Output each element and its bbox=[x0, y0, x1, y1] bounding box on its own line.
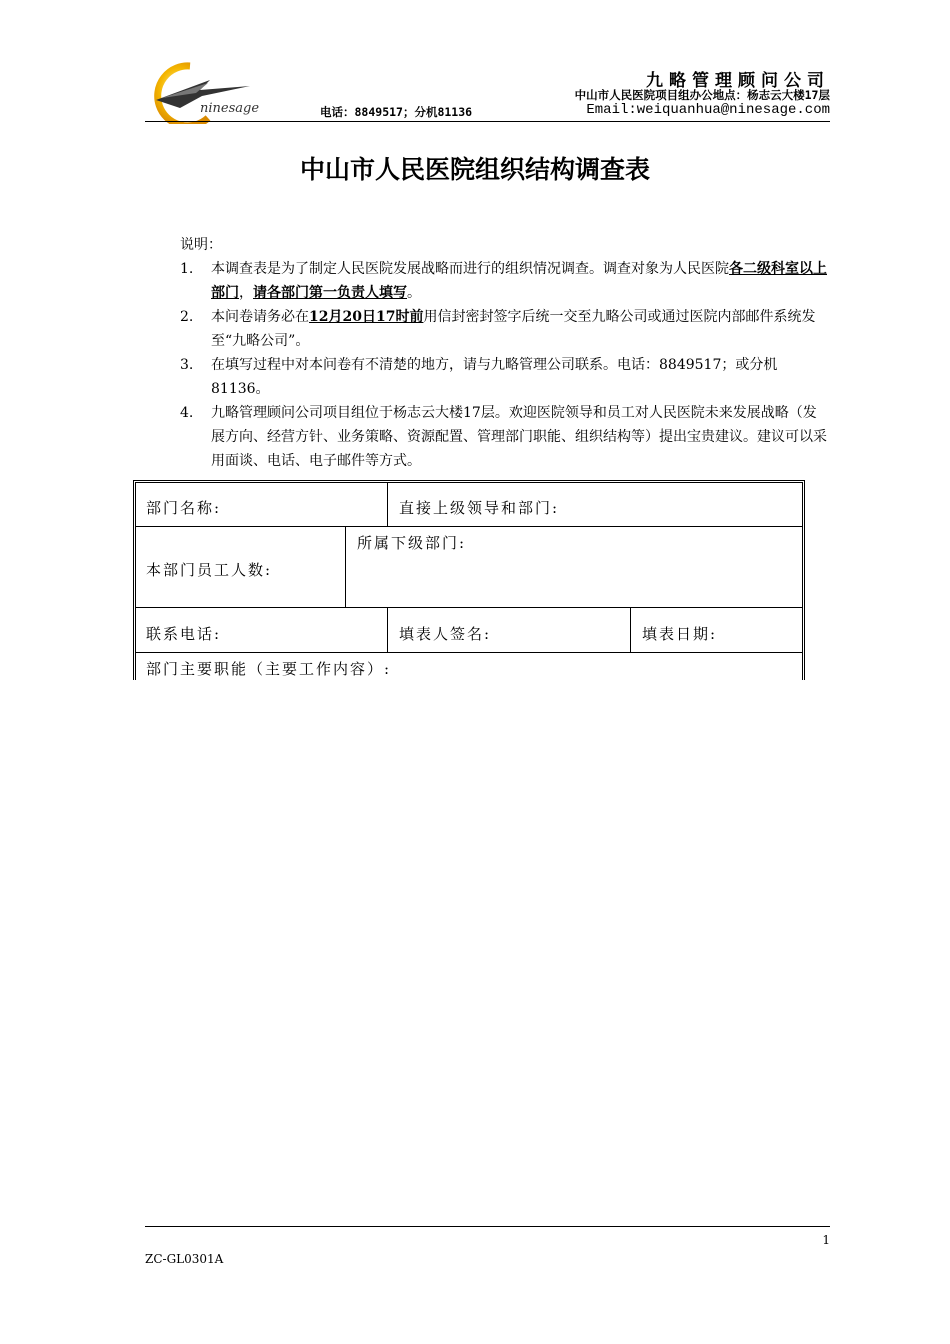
footer-divider bbox=[145, 1226, 830, 1227]
item-number: 1. bbox=[180, 261, 194, 277]
dept-functions-field[interactable]: 部门主要职能（主要工作内容）: bbox=[146, 660, 392, 678]
header-divider bbox=[145, 121, 830, 122]
item-number: 4. bbox=[180, 405, 194, 421]
item-text: ， bbox=[239, 285, 253, 301]
instruction-item bbox=[180, 401, 830, 473]
col-divider bbox=[345, 526, 346, 607]
staff-count-field[interactable]: 本部门员工人数: bbox=[146, 561, 273, 579]
fill-date-field[interactable]: 填表日期: bbox=[642, 625, 718, 643]
item-text: 在填写过程中对本问卷有不清楚的地方，请与九略管理公司联系。电话：8849517；或分机81136。 bbox=[211, 357, 778, 397]
page-number: 1 bbox=[822, 1233, 830, 1247]
row-divider bbox=[136, 652, 802, 653]
survey-form bbox=[133, 480, 805, 680]
document-code: ZC-GL0301A bbox=[145, 1252, 224, 1266]
item-text: 九略管理顾问公司项目组位于杨志云大楼17层。欢迎医院领导和员工对人民医院未来发展战略（发展方向、经营方针、业务策略、资源配置、管理部门职能、组织结构等）提出宝贵建议。建议可以采用面谈、电话、电子邮件等方式。 bbox=[211, 405, 827, 469]
item-emphasis: 请各部门第一负责人填写 bbox=[253, 285, 407, 301]
col-divider bbox=[387, 607, 388, 652]
contact-email: Email:weiquanhua@ninesage.com bbox=[586, 102, 830, 118]
logo-text: ninesage bbox=[200, 101, 260, 116]
company-logo bbox=[150, 58, 270, 124]
company-name: 九略管理顾问公司 bbox=[646, 71, 830, 91]
item-text: 本问卷请务必在 bbox=[211, 309, 309, 325]
row-divider bbox=[136, 526, 802, 527]
row-divider bbox=[136, 607, 802, 608]
superior-field[interactable]: 直接上级领导和部门: bbox=[399, 499, 560, 517]
item-text: 。 bbox=[407, 285, 421, 301]
item-deadline: 12月20日17时前 bbox=[309, 309, 424, 325]
item-number: 2. bbox=[180, 309, 194, 325]
subordinate-dept-field[interactable]: 所属下级部门: bbox=[357, 534, 467, 552]
item-text: 本调查表是为了制定人民医院发展战略而进行的组织情况调查。调查对象为人民医院 bbox=[211, 261, 729, 277]
instructions-heading: 说明： bbox=[180, 237, 222, 253]
instruction-item bbox=[180, 257, 830, 305]
col-divider bbox=[387, 483, 388, 526]
dept-name-field[interactable]: 部门名称: bbox=[146, 499, 222, 517]
contact-phone: 电话：8849517；分机81136 bbox=[320, 105, 473, 119]
signature-field[interactable]: 填表人签名: bbox=[399, 625, 492, 643]
item-number: 3. bbox=[180, 357, 194, 373]
contact-phone-field[interactable]: 联系电话: bbox=[146, 625, 222, 643]
col-divider bbox=[630, 607, 631, 652]
project-address: 中山市人民医院项目组办公地点：杨志云大楼17层 bbox=[574, 88, 830, 102]
item-text: 用信封密封签字后统一交至九略公司或通过医院内部邮件系统发至“九略公司”。 bbox=[211, 309, 816, 349]
instructions bbox=[180, 233, 830, 473]
instruction-item bbox=[180, 353, 830, 401]
item-emphasis: 各二级科室以上部门 bbox=[211, 261, 827, 301]
document-title: 中山市人民医院组织结构调查表 bbox=[299, 155, 650, 184]
instruction-item bbox=[180, 305, 830, 353]
